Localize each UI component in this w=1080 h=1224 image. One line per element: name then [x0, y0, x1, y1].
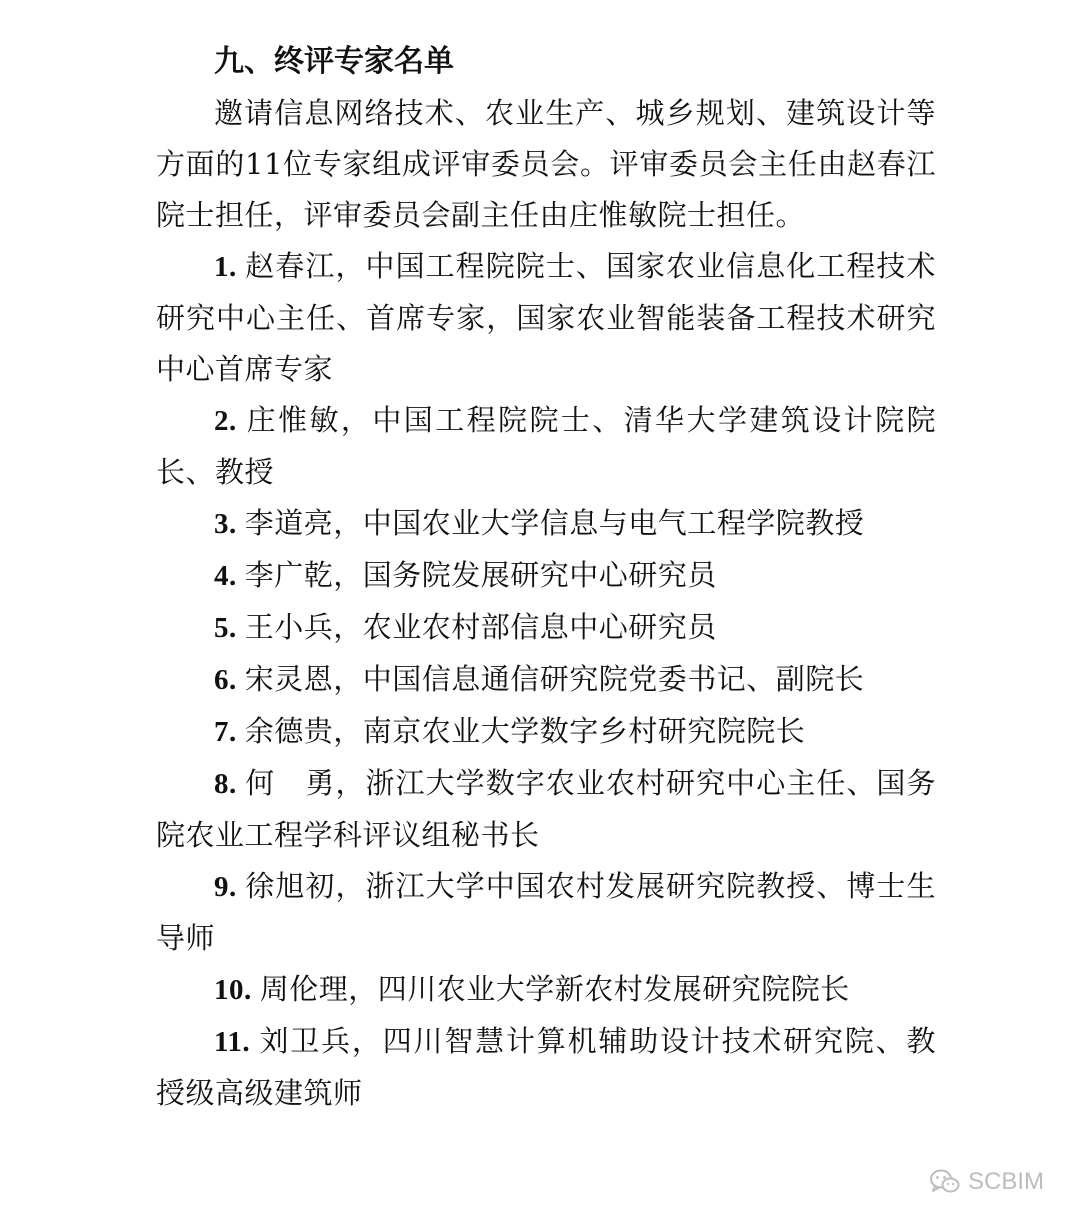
expert-text: 宋灵恩，中国信息通信研究院党委书记、副院长	[244, 662, 865, 696]
wechat-icon	[930, 1169, 960, 1195]
expert-number: 1.	[214, 251, 237, 283]
expert-text: 徐旭初，浙江大学中国农村发展研究院教授、博士生导师	[156, 869, 936, 955]
expert-text: 王小兵，农业农村部信息中心研究员	[244, 610, 717, 644]
expert-item	[156, 861, 936, 964]
expert-item	[156, 964, 936, 1016]
expert-number: 9.	[214, 871, 237, 903]
expert-number: 11.	[214, 1026, 251, 1058]
expert-item	[156, 1016, 936, 1119]
expert-item	[156, 550, 936, 602]
expert-text: 刘卫兵，四川智慧计算机辅助设计技术研究院、教授级高级建筑师	[156, 1024, 936, 1110]
expert-text: 周伦理，四川农业大学新农村发展研究院院长	[259, 972, 850, 1006]
expert-text: 李道亮，中国农业大学信息与电气工程学院教授	[244, 506, 865, 540]
expert-list	[156, 241, 936, 1119]
expert-number: 7.	[214, 716, 237, 748]
expert-number: 6.	[214, 664, 237, 696]
intro-paragraph: 邀请信息网络技术、农业生产、城乡规划、建筑设计等方面的11位专家组成评审委员会。评审委员会主任由赵春江院士担任，评审委员会副主任由庄惟敏院士担任。	[156, 96, 936, 232]
section-heading: 九、终评专家名单	[214, 44, 454, 79]
expert-item	[156, 758, 936, 861]
expert-text: 庄惟敏，中国工程院院士、清华大学建筑设计院院长、教授	[156, 403, 936, 489]
expert-item	[156, 241, 936, 395]
expert-item	[156, 706, 936, 758]
expert-item	[156, 498, 936, 550]
expert-item	[156, 602, 936, 654]
expert-text: 余德贵，南京农业大学数字乡村研究院院长	[244, 714, 806, 748]
document-page	[156, 36, 936, 1119]
expert-number: 10.	[214, 974, 252, 1006]
expert-item	[156, 395, 936, 498]
expert-number: 2.	[214, 405, 237, 437]
expert-number: 5.	[214, 612, 237, 644]
expert-item	[156, 654, 936, 706]
expert-text: 赵春江，中国工程院院士、国家农业信息化工程技术研究中心主任、首席专家，国家农业智能装备工程技术研究中心首席专家	[156, 249, 936, 386]
expert-number: 3.	[214, 508, 237, 540]
expert-number: 4.	[214, 560, 237, 592]
expert-number: 8.	[214, 768, 237, 800]
watermark-text: SCBIM	[967, 1168, 1044, 1195]
watermark	[930, 1168, 1044, 1196]
expert-text: 何 勇，浙江大学数字农业农村研究中心主任、国务院农业工程学科评议组秘书长	[156, 766, 936, 852]
expert-text: 李广乾，国务院发展研究中心研究员	[244, 558, 717, 592]
